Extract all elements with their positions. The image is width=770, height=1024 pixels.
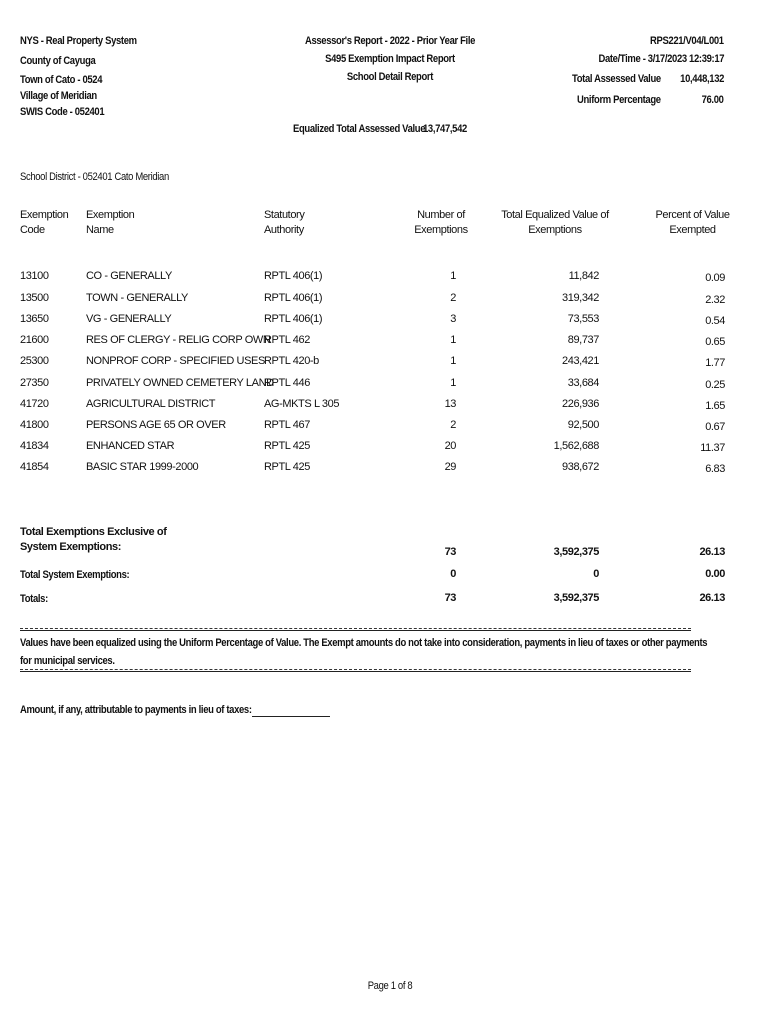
totals-label: Totals: bbox=[20, 593, 48, 605]
percent-exempted: 2.32 bbox=[705, 294, 725, 306]
total-assessed-value: 10,448,132 bbox=[680, 73, 724, 85]
table-row bbox=[0, 398, 770, 416]
exemption-count: 1 bbox=[450, 270, 456, 282]
equalized-value: 243,421 bbox=[562, 355, 599, 367]
pilot-amount-label: Amount, if any, attributable to payments in lieu of taxes: bbox=[20, 704, 252, 716]
equalized-value: 319,342 bbox=[562, 292, 599, 304]
exemption-name: CO - GENERALLY bbox=[86, 270, 172, 282]
totals-count: 73 bbox=[444, 592, 456, 604]
total-exclusive-count: 73 bbox=[444, 546, 456, 558]
exemption-code: 25300 bbox=[20, 355, 49, 367]
percent-exempted: 6.83 bbox=[705, 463, 725, 475]
percent-exempted: 0.67 bbox=[705, 421, 725, 433]
totals-value: 3,592,375 bbox=[553, 592, 599, 604]
table-row bbox=[0, 461, 770, 479]
report-type: School Detail Report bbox=[346, 71, 434, 83]
equalized-value: 89,737 bbox=[567, 334, 599, 346]
exemption-name: PRIVATELY OWNED CEMETERY LAND bbox=[86, 377, 274, 389]
col-header-authority: Statutory Authority bbox=[264, 209, 305, 236]
equalized-value: 11,842 bbox=[568, 270, 599, 282]
statutory-authority: RPTL 406(1) bbox=[264, 313, 323, 325]
percent-exempted: 1.77 bbox=[705, 357, 725, 369]
percent-exempted: 1.65 bbox=[705, 400, 725, 412]
col-header-number: Number of Exemptions bbox=[414, 209, 468, 236]
exemption-name: AGRICULTURAL DISTRICT bbox=[86, 398, 216, 410]
statutory-authority: RPTL 446 bbox=[264, 377, 310, 389]
exemption-count: 2 bbox=[450, 419, 456, 431]
col-header-code: Exemption Code bbox=[20, 209, 69, 236]
totals-percent: 26.13 bbox=[699, 592, 725, 604]
uniform-percentage-label: Uniform Percentage bbox=[577, 94, 661, 106]
percent-exempted: 0.25 bbox=[705, 379, 725, 391]
table-row bbox=[0, 292, 770, 310]
swis-code: SWIS Code - 052401 bbox=[20, 106, 105, 118]
total-system-label: Total System Exemptions: bbox=[20, 569, 130, 581]
exemption-code: 27350 bbox=[20, 377, 49, 389]
table-row bbox=[0, 355, 770, 373]
report-datetime: Date/Time - 3/17/2023 12:39:17 bbox=[598, 53, 724, 65]
exemption-name: NONPROF CORP - SPECIFIED USES bbox=[86, 355, 265, 367]
village-name: Village of Meridian bbox=[20, 90, 97, 102]
statutory-authority: RPTL 425 bbox=[264, 440, 310, 452]
exemption-count: 1 bbox=[450, 334, 456, 346]
equalized-value: 226,936 bbox=[562, 398, 599, 410]
exemption-code: 41854 bbox=[20, 461, 49, 473]
divider-bottom-solid bbox=[20, 671, 691, 672]
exemption-name: BASIC STAR 1999-2000 bbox=[86, 461, 199, 473]
statutory-authority: RPTL 462 bbox=[264, 334, 310, 346]
statutory-authority: RPTL 406(1) bbox=[264, 292, 323, 304]
table-row bbox=[0, 334, 770, 352]
exemption-count: 3 bbox=[450, 313, 456, 325]
exemption-code: 21600 bbox=[20, 334, 49, 346]
total-system-row bbox=[0, 568, 770, 586]
exemption-name: TOWN - GENERALLY bbox=[86, 292, 188, 304]
system-name: NYS - Real Property System bbox=[20, 35, 137, 47]
exemption-code: 13650 bbox=[20, 313, 49, 325]
total-exclusive-row bbox=[0, 546, 770, 564]
exemption-code: 41720 bbox=[20, 398, 49, 410]
statutory-authority: RPTL 420-b bbox=[264, 355, 319, 367]
col-header-name: Exemption Name bbox=[86, 209, 135, 236]
equalization-note-line1: Values have been equalized using the Uniform Percentage of Value. The Exempt amounts do not take into consideration, payments in lieu of taxes or other payments bbox=[20, 637, 708, 649]
report-subtitle: S495 Exemption Impact Report bbox=[325, 53, 455, 65]
town-name: Town of Cato - 0524 bbox=[20, 74, 103, 86]
percent-exempted: 0.65 bbox=[705, 336, 725, 348]
divider-bottom bbox=[20, 669, 691, 670]
exemption-count: 2 bbox=[450, 292, 456, 304]
percent-exempted: 0.54 bbox=[705, 315, 725, 327]
exemption-name: RES OF CLERGY - RELIG CORP OWN bbox=[86, 334, 271, 346]
page-number: Page 1 of 8 bbox=[367, 980, 413, 992]
equalized-total-value: 13,747,542 bbox=[423, 123, 467, 135]
statutory-authority: AG-MKTS L 305 bbox=[264, 398, 340, 410]
equalized-value: 73,553 bbox=[567, 313, 599, 325]
total-exclusive-label: Total Exemptions Exclusive of System Exemptions: bbox=[20, 526, 167, 553]
statutory-authority: RPTL 467 bbox=[264, 419, 310, 431]
exemption-code: 13100 bbox=[20, 270, 49, 282]
equalized-value: 33,684 bbox=[567, 377, 599, 389]
exemption-code: 41834 bbox=[20, 440, 49, 452]
school-district: School District - 052401 Cato Meridian bbox=[20, 171, 169, 183]
table-row bbox=[0, 313, 770, 331]
exemption-count: 1 bbox=[450, 355, 456, 367]
exemption-count: 29 bbox=[444, 461, 456, 473]
col-header-value: Total Equalized Value of Exemptions bbox=[501, 209, 609, 236]
equalized-total-label: Equalized Total Assessed Value bbox=[293, 123, 426, 135]
county-name: County of Cayuga bbox=[20, 55, 96, 67]
exemption-name: PERSONS AGE 65 OR OVER bbox=[86, 419, 226, 431]
exemption-code: 41800 bbox=[20, 419, 49, 431]
total-system-count: 0 bbox=[450, 568, 456, 580]
table-row bbox=[0, 377, 770, 395]
statutory-authority: RPTL 425 bbox=[264, 461, 310, 473]
table-row bbox=[0, 440, 770, 458]
divider-top-solid bbox=[20, 630, 691, 631]
table-row bbox=[0, 419, 770, 437]
report-id: RPS221/V04/L001 bbox=[650, 35, 724, 47]
total-system-value: 0 bbox=[593, 568, 599, 580]
exemption-name: ENHANCED STAR bbox=[86, 440, 175, 452]
equalized-value: 938,672 bbox=[562, 461, 599, 473]
percent-exempted: 0.09 bbox=[705, 272, 725, 284]
divider-top bbox=[20, 628, 691, 629]
equalization-note-line2: for municipal services. bbox=[20, 655, 115, 667]
exemption-count: 1 bbox=[450, 377, 456, 389]
table-row bbox=[0, 270, 770, 288]
percent-exempted: 11.37 bbox=[700, 442, 725, 454]
equalized-value: 1,562,688 bbox=[553, 440, 599, 452]
totals-row bbox=[0, 592, 770, 610]
uniform-percentage-value: 76.00 bbox=[702, 94, 724, 106]
report-title: Assessor's Report - 2022 - Prior Year File bbox=[304, 35, 476, 47]
col-header-percent: Percent of Value Exempted bbox=[655, 209, 730, 236]
exemption-name: VG - GENERALLY bbox=[86, 313, 172, 325]
equalized-value: 92,500 bbox=[567, 419, 599, 431]
exemption-count: 13 bbox=[444, 398, 456, 410]
statutory-authority: RPTL 406(1) bbox=[264, 270, 323, 282]
exemption-count: 20 bbox=[444, 440, 456, 452]
total-exclusive-value: 3,592,375 bbox=[553, 546, 599, 558]
exemption-code: 13500 bbox=[20, 292, 49, 304]
total-assessed-label: Total Assessed Value bbox=[572, 73, 661, 85]
total-exclusive-percent: 26.13 bbox=[699, 546, 725, 558]
total-system-percent: 0.00 bbox=[705, 568, 725, 580]
pilot-amount-blank bbox=[252, 716, 330, 717]
